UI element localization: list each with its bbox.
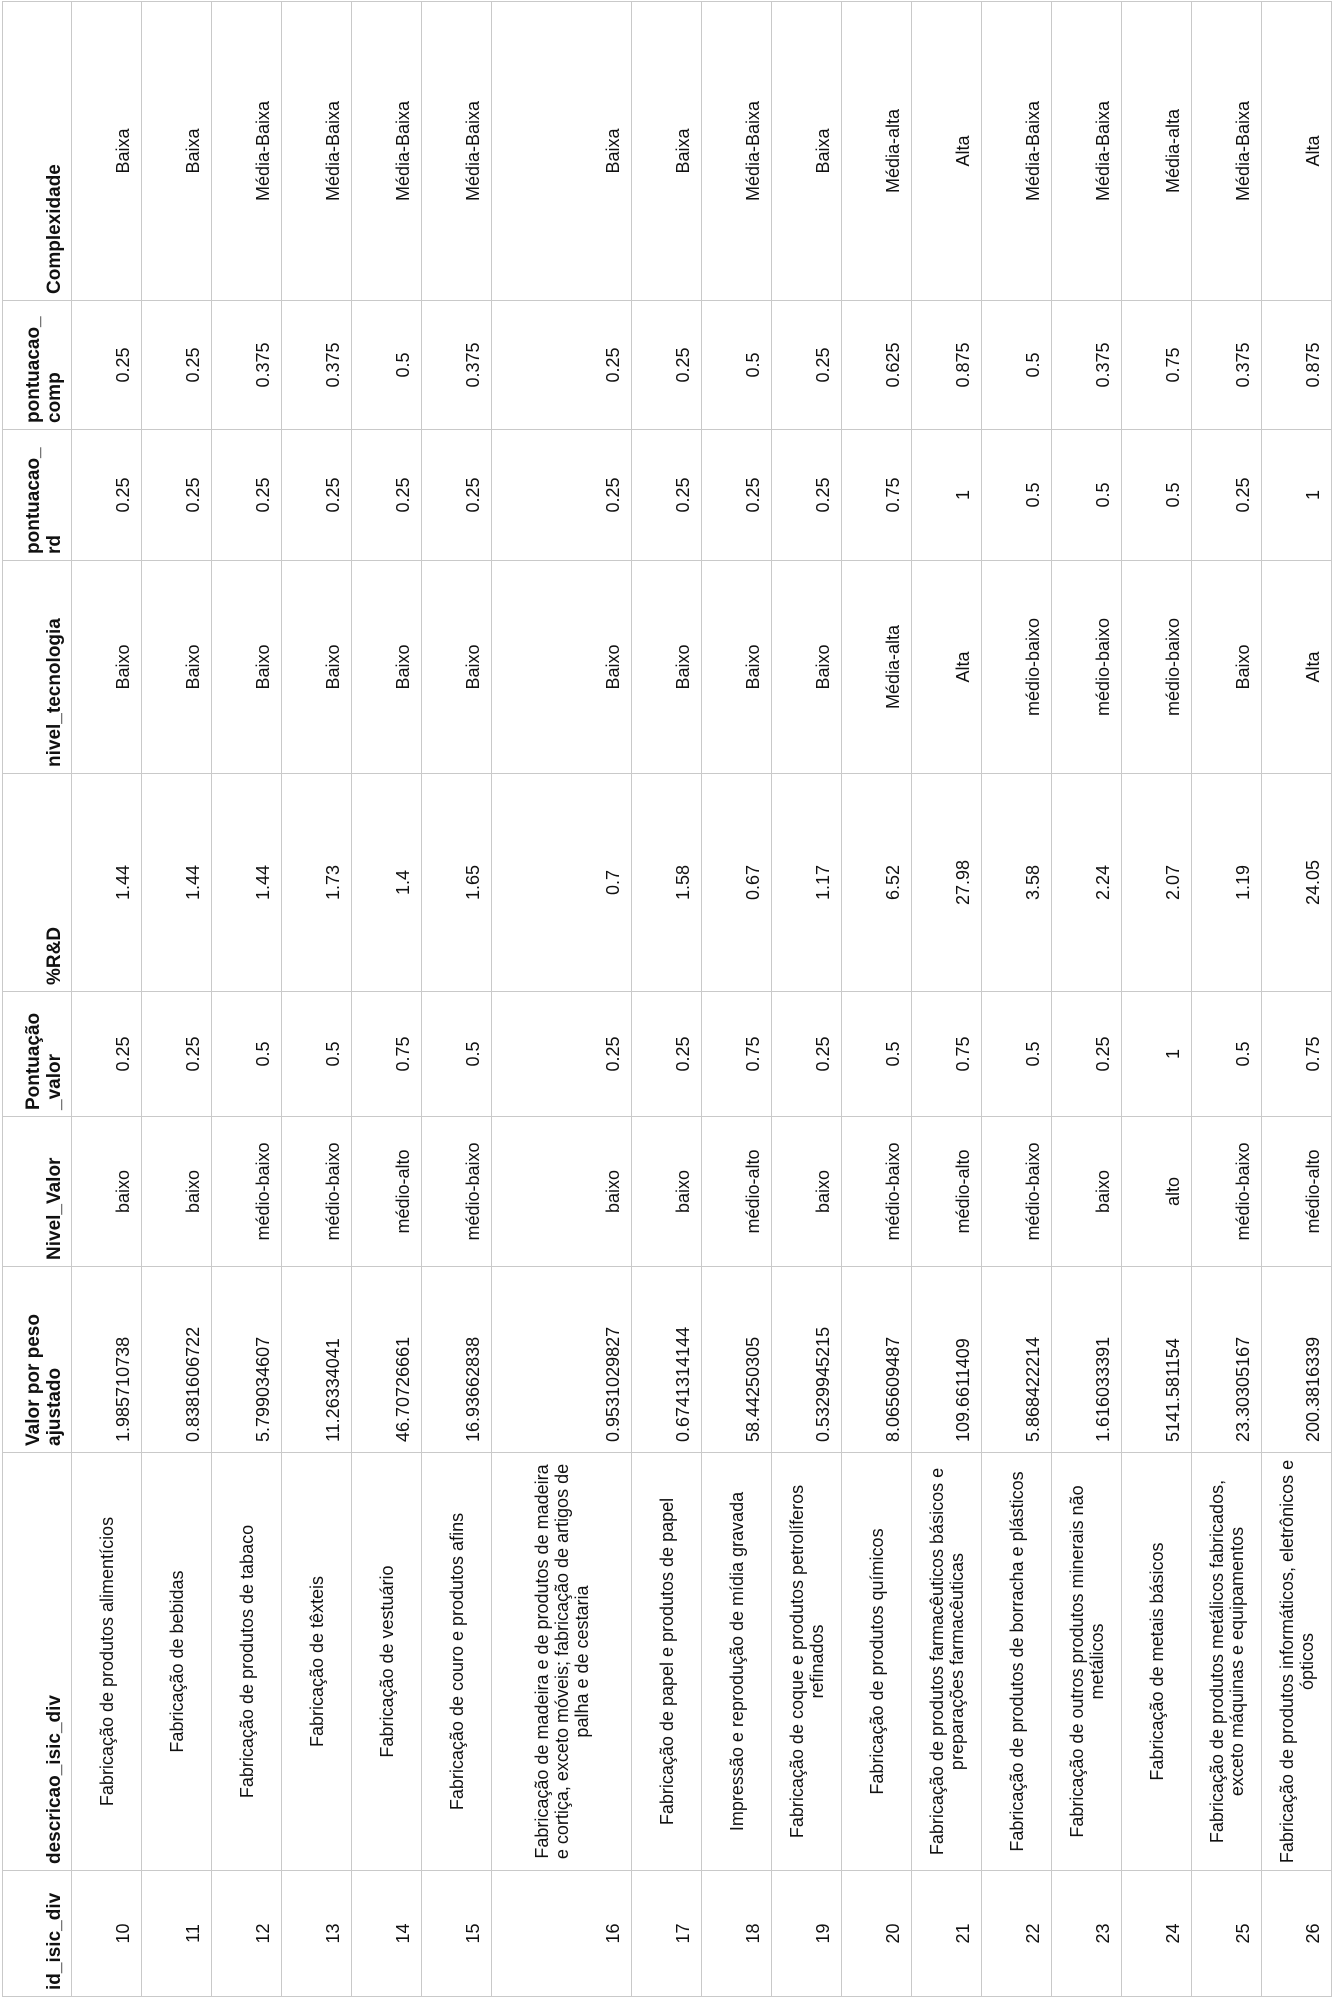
table-row — [1262, 2, 1332, 1997]
cell-complexidade: Média-Baixa — [1052, 2, 1122, 301]
cell-pontuacao-comp: 0.875 — [912, 301, 982, 430]
table-row — [772, 2, 842, 1997]
cell-rd-percent: 1.44 — [72, 774, 142, 992]
cell-complexidade: Média-alta — [842, 2, 912, 301]
cell-id: 24 — [1122, 1871, 1192, 1997]
cell-pontuacao-comp: 0.25 — [632, 301, 702, 430]
table-body — [72, 2, 1332, 1997]
table-row — [352, 2, 422, 1997]
cell-descricao: Fabricação de papel e produtos de papel — [632, 1453, 702, 1871]
cell-nivel-tecnologia: Baixo — [352, 561, 422, 774]
cell-pontuacao-comp: 0.5 — [982, 301, 1052, 430]
cell-pontuacao-comp: 0.375 — [282, 301, 352, 430]
cell-id: 18 — [702, 1871, 772, 1997]
cell-id: 23 — [1052, 1871, 1122, 1997]
cell-rd-percent: 0.7 — [492, 774, 632, 992]
table-row — [492, 2, 632, 1997]
cell-descricao: Fabricação de produtos alimentícios — [72, 1453, 142, 1871]
cell-id: 21 — [912, 1871, 982, 1997]
cell-nivel-tecnologia: Média-alta — [842, 561, 912, 774]
cell-valor-peso: 23.30305167 — [1192, 1267, 1262, 1453]
cell-pontuacao-rd: 0.25 — [1192, 430, 1262, 561]
cell-rd-percent: 6.52 — [842, 774, 912, 992]
cell-valor-peso: 5141.581154 — [1122, 1267, 1192, 1453]
cell-pontuacao-rd: 0.25 — [142, 430, 212, 561]
table-row — [1052, 2, 1122, 1997]
cell-pontuacao-comp: 0.5 — [702, 301, 772, 430]
cell-nivel-tecnologia: médio-baixo — [982, 561, 1052, 774]
cell-nivel-tecnologia: Baixo — [142, 561, 212, 774]
cell-descricao: Fabricação de couro e produtos afins — [422, 1453, 492, 1871]
cell-id: 11 — [142, 1871, 212, 1997]
cell-nivel-tecnologia: Baixo — [492, 561, 632, 774]
table-row — [142, 2, 212, 1997]
cell-pontuacao-valor: 0.5 — [282, 992, 352, 1117]
cell-valor-peso: 11.26334041 — [282, 1267, 352, 1453]
cell-id: 26 — [1262, 1871, 1332, 1997]
cell-rd-percent: 1.58 — [632, 774, 702, 992]
cell-pontuacao-rd: 0.25 — [632, 430, 702, 561]
cell-nivel-valor: médio-alto — [1262, 1117, 1332, 1267]
cell-pontuacao-valor: 0.25 — [492, 992, 632, 1117]
header-complexidade: Complexidade — [3, 2, 72, 301]
cell-pontuacao-valor: 0.5 — [212, 992, 282, 1117]
header-rd-percent: %R&D — [3, 774, 72, 992]
cell-rd-percent: 2.24 — [1052, 774, 1122, 992]
cell-descricao: Fabricação de produtos metálicos fabricados, exceto máquinas e equipamentos — [1192, 1453, 1262, 1871]
cell-nivel-tecnologia: Baixo — [632, 561, 702, 774]
cell-nivel-tecnologia: Baixo — [282, 561, 352, 774]
cell-id: 15 — [422, 1871, 492, 1997]
cell-nivel-valor: médio-baixo — [282, 1117, 352, 1267]
cell-rd-percent: 1.65 — [422, 774, 492, 992]
cell-complexidade: Baixa — [492, 2, 632, 301]
cell-id: 19 — [772, 1871, 842, 1997]
cell-rd-percent: 24.05 — [1262, 774, 1332, 992]
cell-valor-peso: 109.6611409 — [912, 1267, 982, 1453]
cell-complexidade: Baixa — [772, 2, 842, 301]
cell-pontuacao-rd: 0.25 — [422, 430, 492, 561]
cell-nivel-valor: médio-alto — [912, 1117, 982, 1267]
cell-rd-percent: 1.19 — [1192, 774, 1262, 992]
cell-descricao: Fabricação de produtos informáticos, eletrônicos e ópticos — [1262, 1453, 1332, 1871]
cell-pontuacao-valor: 0.25 — [632, 992, 702, 1117]
table-row — [912, 2, 982, 1997]
header-id-isic-div: id_isic_div — [3, 1871, 72, 1997]
cell-pontuacao-rd: 1 — [1262, 430, 1332, 561]
cell-pontuacao-comp: 0.375 — [1192, 301, 1262, 430]
cell-pontuacao-valor: 0.25 — [1052, 992, 1122, 1117]
cell-complexidade: Média-Baixa — [282, 2, 352, 301]
table-row — [1192, 2, 1262, 1997]
cell-nivel-tecnologia: Baixo — [422, 561, 492, 774]
table-row — [842, 2, 912, 1997]
cell-nivel-tecnologia: Baixo — [702, 561, 772, 774]
cell-pontuacao-rd: 0.5 — [1052, 430, 1122, 561]
cell-pontuacao-rd: 0.5 — [982, 430, 1052, 561]
header-pontuacao-rd: pontuacao_ rd — [3, 430, 72, 561]
cell-descricao: Fabricação de vestuário — [352, 1453, 422, 1871]
cell-descricao: Fabricação de coque e produtos petrolíferos refinados — [772, 1453, 842, 1871]
cell-nivel-tecnologia: médio-baixo — [1052, 561, 1122, 774]
cell-pontuacao-valor: 0.75 — [912, 992, 982, 1117]
cell-valor-peso: 0.6741314144 — [632, 1267, 702, 1453]
cell-id: 25 — [1192, 1871, 1262, 1997]
table-row — [702, 2, 772, 1997]
cell-pontuacao-valor: 0.5 — [1192, 992, 1262, 1117]
cell-id: 22 — [982, 1871, 1052, 1997]
cell-id: 10 — [72, 1871, 142, 1997]
cell-pontuacao-comp: 0.25 — [772, 301, 842, 430]
cell-descricao: Fabricação de madeira e de produtos de madeira e cortiça, exceto móveis; fabricação de artigos de palha e de cestaria — [492, 1453, 632, 1871]
cell-valor-peso: 46.70726661 — [352, 1267, 422, 1453]
cell-nivel-valor: baixo — [492, 1117, 632, 1267]
cell-pontuacao-valor: 0.25 — [772, 992, 842, 1117]
cell-descricao: Fabricação de têxteis — [282, 1453, 352, 1871]
cell-nivel-valor: baixo — [632, 1117, 702, 1267]
cell-nivel-valor: médio-baixo — [212, 1117, 282, 1267]
cell-valor-peso: 200.3816339 — [1262, 1267, 1332, 1453]
cell-rd-percent: 1.4 — [352, 774, 422, 992]
cell-descricao: Fabricação de produtos de borracha e plásticos — [982, 1453, 1052, 1871]
header-descricao: descricao_isic_div — [3, 1453, 72, 1871]
cell-id: 17 — [632, 1871, 702, 1997]
cell-pontuacao-valor: 0.75 — [702, 992, 772, 1117]
cell-complexidade: Alta — [912, 2, 982, 301]
cell-rd-percent: 1.73 — [282, 774, 352, 992]
cell-nivel-valor: baixo — [1052, 1117, 1122, 1267]
header-nivel-tecnologia: nivel_tecnologia — [3, 561, 72, 774]
cell-nivel-valor: médio-alto — [702, 1117, 772, 1267]
cell-pontuacao-comp: 0.875 — [1262, 301, 1332, 430]
cell-nivel-tecnologia: Alta — [912, 561, 982, 774]
cell-descricao: Fabricação de bebidas — [142, 1453, 212, 1871]
cell-pontuacao-rd: 1 — [912, 430, 982, 561]
cell-rd-percent: 1.17 — [772, 774, 842, 992]
cell-pontuacao-comp: 0.5 — [352, 301, 422, 430]
cell-pontuacao-valor: 0.5 — [842, 992, 912, 1117]
cell-rd-percent: 27.98 — [912, 774, 982, 992]
cell-pontuacao-rd: 0.25 — [702, 430, 772, 561]
cell-pontuacao-rd: 0.25 — [282, 430, 352, 561]
cell-nivel-tecnologia: Baixo — [72, 561, 142, 774]
cell-valor-peso: 5.799034607 — [212, 1267, 282, 1453]
cell-pontuacao-rd: 0.25 — [72, 430, 142, 561]
cell-nivel-tecnologia: médio-baixo — [1122, 561, 1192, 774]
cell-pontuacao-comp: 0.625 — [842, 301, 912, 430]
cell-nivel-valor: alto — [1122, 1117, 1192, 1267]
cell-pontuacao-rd: 0.25 — [772, 430, 842, 561]
cell-nivel-tecnologia: Baixo — [212, 561, 282, 774]
cell-valor-peso: 0.9531029827 — [492, 1267, 632, 1453]
cell-rd-percent: 1.44 — [212, 774, 282, 992]
cell-complexidade: Média-Baixa — [352, 2, 422, 301]
header-row — [3, 2, 72, 1997]
cell-descricao: Fabricação de produtos químicos — [842, 1453, 912, 1871]
cell-pontuacao-valor: 0.25 — [72, 992, 142, 1117]
header-valor-peso: Valor por peso ajustado — [3, 1267, 72, 1453]
cell-pontuacao-comp: 0.375 — [422, 301, 492, 430]
cell-valor-peso: 58.44250305 — [702, 1267, 772, 1453]
cell-nivel-valor: médio-baixo — [982, 1117, 1052, 1267]
table-row — [632, 2, 702, 1997]
table-row — [422, 2, 492, 1997]
cell-id: 14 — [352, 1871, 422, 1997]
cell-pontuacao-rd: 0.75 — [842, 430, 912, 561]
cell-nivel-valor: médio-baixo — [842, 1117, 912, 1267]
cell-pontuacao-comp: 0.375 — [212, 301, 282, 430]
table-row — [982, 2, 1052, 1997]
cell-nivel-valor: baixo — [142, 1117, 212, 1267]
table-row — [282, 2, 352, 1997]
cell-descricao: Impressão e reprodução de mídia gravada — [702, 1453, 772, 1871]
cell-valor-peso: 0.5329945215 — [772, 1267, 842, 1453]
cell-descricao: Fabricação de metais básicos — [1122, 1453, 1192, 1871]
cell-valor-peso: 1.616033391 — [1052, 1267, 1122, 1453]
cell-pontuacao-comp: 0.375 — [1052, 301, 1122, 430]
cell-nivel-tecnologia: Alta — [1262, 561, 1332, 774]
cell-id: 16 — [492, 1871, 632, 1997]
cell-complexidade: Baixa — [142, 2, 212, 301]
cell-complexidade: Média-Baixa — [702, 2, 772, 301]
cell-valor-peso: 0.8381606722 — [142, 1267, 212, 1453]
cell-pontuacao-valor: 0.75 — [352, 992, 422, 1117]
cell-pontuacao-rd: 0.25 — [212, 430, 282, 561]
table-row — [1122, 2, 1192, 1997]
cell-nivel-valor: médio-alto — [352, 1117, 422, 1267]
cell-pontuacao-valor: 1 — [1122, 992, 1192, 1117]
cell-descricao: Fabricação de outros produtos minerais não metálicos — [1052, 1453, 1122, 1871]
header-pontuacao-valor: Pontuação _valor — [3, 992, 72, 1117]
cell-rd-percent: 1.44 — [142, 774, 212, 992]
cell-complexidade: Média-Baixa — [422, 2, 492, 301]
cell-descricao: Fabricação de produtos farmacêuticos básicos e preparações farmacêuticas — [912, 1453, 982, 1871]
cell-rd-percent: 2.07 — [1122, 774, 1192, 992]
cell-pontuacao-valor: 0.5 — [422, 992, 492, 1117]
cell-complexidade: Média-Baixa — [982, 2, 1052, 301]
cell-pontuacao-valor: 0.25 — [142, 992, 212, 1117]
cell-id: 12 — [212, 1871, 282, 1997]
cell-descricao: Fabricação de produtos de tabaco — [212, 1453, 282, 1871]
cell-complexidade: Baixa — [632, 2, 702, 301]
cell-nivel-tecnologia: Baixo — [772, 561, 842, 774]
cell-complexidade: Alta — [1262, 2, 1332, 301]
cell-pontuacao-comp: 0.25 — [72, 301, 142, 430]
cell-rd-percent: 3.58 — [982, 774, 1052, 992]
cell-valor-peso: 5.868422214 — [982, 1267, 1052, 1453]
cell-pontuacao-rd: 0.25 — [492, 430, 632, 561]
cell-complexidade: Média-alta — [1122, 2, 1192, 301]
cell-valor-peso: 8.065609487 — [842, 1267, 912, 1453]
header-nivel-valor: Nivel_Valor — [3, 1117, 72, 1267]
header-pontuacao-comp: pontuacao_ comp — [3, 301, 72, 430]
cell-pontuacao-valor: 0.75 — [1262, 992, 1332, 1117]
table-row — [212, 2, 282, 1997]
cell-rd-percent: 0.67 — [702, 774, 772, 992]
cell-pontuacao-rd: 0.5 — [1122, 430, 1192, 561]
cell-nivel-valor: médio-baixo — [422, 1117, 492, 1267]
cell-pontuacao-rd: 0.25 — [352, 430, 422, 561]
table-row — [72, 2, 142, 1997]
cell-nivel-valor: médio-baixo — [1192, 1117, 1262, 1267]
cell-complexidade: Média-Baixa — [212, 2, 282, 301]
cell-nivel-valor: baixo — [72, 1117, 142, 1267]
cell-id: 13 — [282, 1871, 352, 1997]
cell-nivel-tecnologia: Baixo — [1192, 561, 1262, 774]
cell-nivel-valor: baixo — [772, 1117, 842, 1267]
cell-pontuacao-valor: 0.5 — [982, 992, 1052, 1117]
cell-id: 20 — [842, 1871, 912, 1997]
cell-pontuacao-comp: 0.25 — [492, 301, 632, 430]
cell-pontuacao-comp: 0.25 — [142, 301, 212, 430]
isic-table — [2, 1, 1332, 1997]
cell-complexidade: Baixa — [72, 2, 142, 301]
cell-valor-peso: 16.93662838 — [422, 1267, 492, 1453]
cell-complexidade: Média-Baixa — [1192, 2, 1262, 301]
cell-valor-peso: 1.985710738 — [72, 1267, 142, 1453]
cell-pontuacao-comp: 0.75 — [1122, 301, 1192, 430]
